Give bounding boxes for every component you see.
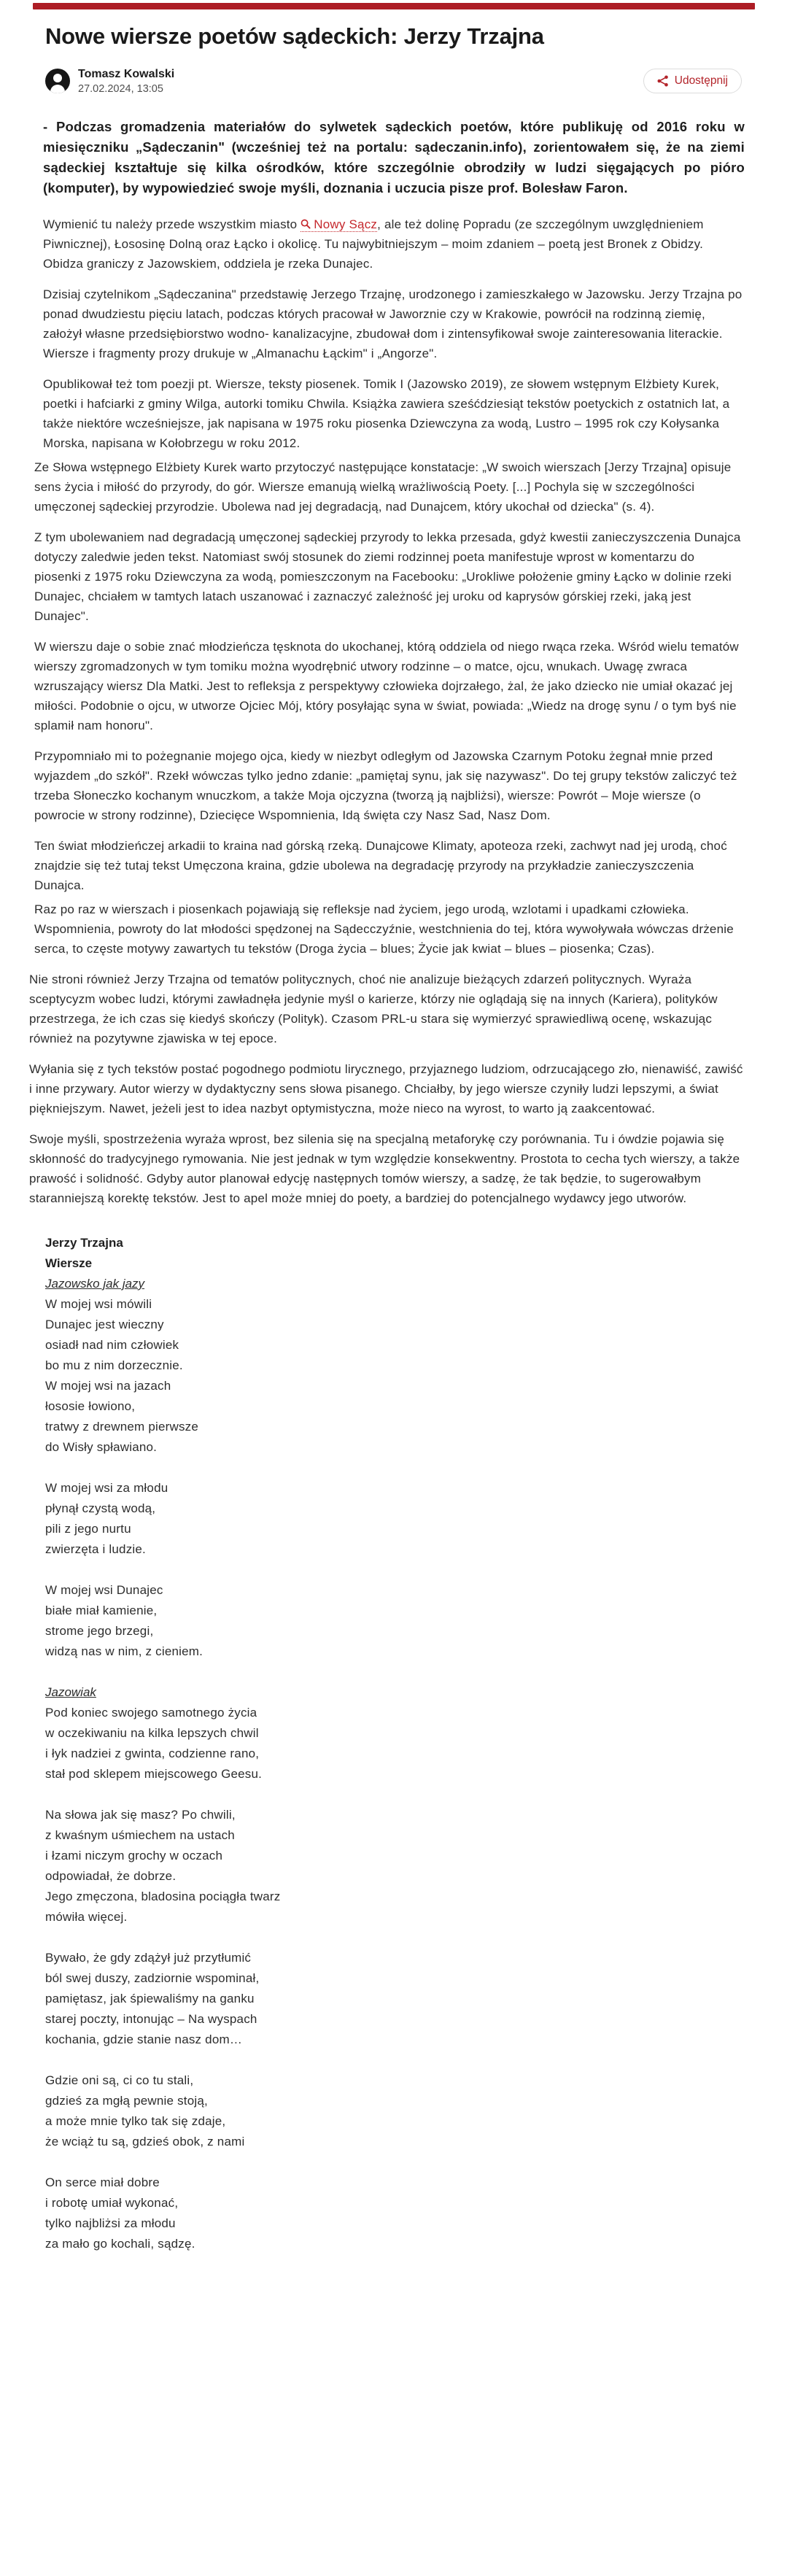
poem-line: ból swej duszy, zadziornie wspominał, (45, 1970, 260, 1985)
paragraph: Wymienić tu należy przede wszystkim miasto Nowy Sącz, ale też dolinę Popradu (ze szczególnym uwzględnieniem Piwnicznej), Łososinę Dolną oraz Łącko i okolicę. Tu najwybitniejszym – moim zdaniem – poetą jest Bronek z Obidzy. Obidza graniczy z Jazowskiem, oddziela je rzeka Dunajec. (43, 217, 704, 271)
poem-line: On serce miał dobre (45, 2175, 160, 2189)
paragraph: Nie stroni również Jerzy Trzajna od tematów politycznych, choć nie analizuje bieżących zdarzeń politycznych. Wyraża sceptycyzm wobec ludzi, którymi zawładnęła jedynie myśl o karierze, którzy nie oglądają się na innych (Kariera), polityków przestrzega, że ich czas się kiedyś skończy (Polityk). Czasom PRL-u stara się wymierzyć sprawiedliwą ocenę, wskazując również na pozytywne zjawiska w tej epoce. (29, 972, 718, 1045)
poem-author-line: Jerzy Trzajna (45, 1235, 123, 1250)
poem-line: że wciąż tu są, gdzieś obok, z nami (45, 2134, 245, 2148)
poem-line: w oczekiwaniu na kilka lepszych chwil (45, 1725, 259, 1740)
poem-line: płynął czystą wodą, (45, 1501, 156, 1515)
poem-line: odpowiadał, że dobrze. (45, 1868, 177, 1883)
paragraph: Przypomniało mi to pożegnanie mojego ojca, kiedy w niezbyt odległym od Jazowska Czarnym Potoku żegnał mnie przed wyjazdem „do szkół". Rzekł wówczas tylko jedno zdanie: „pamiętaj synu, jak się nazywasz". Do tej grupy tekstów zaliczyć też trzeba Słoneczko kochanym wnuczkom, a także Moja ojczyzna (tworzą ją najbliżsi), wiersze: Powrót – Moje wiersze (o powrocie w strony rodzinne), Dziecięce Wspomnienia, Idą święta czy Nasz Sad, Nasz Dom. (34, 749, 737, 822)
article-body (0, 117, 787, 1208)
poem-line: do Wisły spławiano. (45, 1439, 158, 1454)
poem-stanza (45, 1948, 745, 2050)
poem-stanza (45, 2070, 745, 2152)
paragraph: Ze Słowa wstępnego Elżbiety Kurek warto przytoczyć następujące konstatacje: „W swoich wierszach [Jerzy Trzajna] opisuje sens życia i miłość do przyrody, do gór. Wiersze emanują wielką wrażliwością Poety. [...] Pochyla się w szczególności umęczonej sądeckiej przyrodzie. Ubolewa nad jej degradacją, nad Dunajcem, który ukochał od dziecka" (s. 4). (34, 460, 732, 514)
poem-stanza (45, 1478, 745, 1560)
poem-stanza (45, 2173, 745, 2254)
poem-line: W mojej wsi Dunajec (45, 1582, 163, 1597)
poems-list (45, 1274, 745, 2254)
paragraph: Raz po raz w wierszach i piosenkach pojawiają się refleksje nad życiem, jego urodą, wzlotami i upadkami człowieka. Wspomnienia, powroty do lat młodości spędzonej na Sądecczyźnie, westchnienia do tej, która wywoływała wówczas drżenie serca, to częste motywy zawartych tu tekstów (Droga życia – blues; Życie jak kwiat – blues – piosenka; Czas). (34, 902, 734, 956)
poem-line: i robotę umiał wykonać, (45, 2195, 179, 2210)
poem-line: białe miał kamienie, (45, 1603, 158, 1617)
poem-line: widzą nas w nim, z cieniem. (45, 1644, 203, 1658)
poem-line: W mojej wsi na jazach (45, 1378, 171, 1393)
paragraph: Wyłania się z tych tekstów postać pogodnego podmiotu lirycznego, przyjaznego ludziom, odrzucającego zło, nienawiść, zawiść i inne przywary. Autor wierzy w dydaktyczny sens słowa pisanego. Chciałby, by jego wiersze czyniły ludzi lepszymi, a świat piękniejszym. Nawet, jeżeli jest to idea nazbyt optymistyczna, może nieco na wyrost, to warto ją zaakcentować. (29, 1061, 743, 1115)
poem-line: i łzami niczym grochy w oczach (45, 1848, 223, 1863)
poem-line: tratwy z drewnem pierwsze (45, 1419, 199, 1434)
poem-title: Jazowiak (45, 1685, 96, 1699)
publish-date: 27.02.2024, 13:05 (78, 82, 163, 95)
poem-line: W mojej wsi za młodu (45, 1480, 168, 1495)
poem-title: Jazowsko jak jazy (45, 1276, 145, 1291)
poem-collection-line: Wiersze (45, 1256, 93, 1270)
poem-line: bo mu z nim dorzecznie. (45, 1358, 183, 1372)
poem-line: pili z jego nurtu (45, 1521, 131, 1536)
poem-stanza (45, 1805, 745, 1927)
poem-line: starej poczty, intonując – Na wyspach (45, 2011, 257, 2026)
poem-line: gdzieś za mgłą pewnie stoją, (45, 2093, 208, 2108)
author-meta (78, 68, 174, 95)
share-button[interactable] (643, 69, 742, 93)
poem-line: Bywało, że gdy zdążył już przytłumić (45, 1950, 252, 1965)
paragraph: Ten świat młodzieńczej arkadii to kraina nad górską rzeką. Dunajcowe Klimaty, apoteoza rzeki, zachwyt nad jej urodą, choć znajdzie się też tutaj tekst Umęczona kraina, gdzie ubolewa na degradację przyrody na przykładzie zanieczyszczenia Dunajca. (34, 838, 727, 892)
poem-line: Dunajec jest wieczny (45, 1317, 164, 1331)
poem-line: pamiętasz, jak śpiewaliśmy na ganku (45, 1991, 255, 2006)
poem-line: z kwaśnym uśmiechem na ustach (45, 1827, 235, 1842)
poem-line: osiadł nad nim człowiek (45, 1337, 179, 1352)
poem-stanza (45, 1294, 745, 1458)
author-avatar-icon (45, 69, 70, 93)
paragraph: Z tym ubolewaniem nad degradacją umęczonej sądeckiej przyrody to lekka przesada, gdyż kwestii zanieczyszczenia Dunajca dotyczy zaledwie jeden tekst. Natomiast swój stosunek do ziemi rodzinnej poeta manifestuje wprost w komentarzu do piosenki z 1975 roku Dziewczyna za wodą, pomieszczonym na Facebooku: „Urokliwe położenie gminy Łącko w dolinie rzeki Dunajec, chciałem w tamtych latach uszanować i zaznaczyć zależność jej uroku od kaprysów górskiej rzeki, jaką jest Dunajec". (34, 530, 741, 623)
poem-line: a może mnie tylko tak się zdaje, (45, 2113, 226, 2128)
paragraph: Opublikował też tom poezji pt. Wiersze, teksty piosenek. Tomik I (Jazowsko 2019), ze słowem wstępnym Elżbiety Kurek, poetki i hafciarki z gminy Wilga, autorki tomiku Chwila. Książka zawiera sześćdziesiąt tekstów poetyckich z ostatnich lat, a także niektóre wcześniejsze, jak napisana w 1975 roku piosenka Dziewczyna za wodą, Lustro – 1995 rok czy Kołysanka Morska, napisana w Kołobrzegu w roku 2012. (43, 376, 730, 450)
search-icon (301, 219, 311, 229)
share-label: Udostępnij (674, 74, 728, 88)
poem-line: Jego zmęczona, bladosina pociągła twarz (45, 1889, 281, 1903)
poem-line: tylko najbliżsi za młodu (45, 2216, 176, 2230)
article-header (0, 21, 787, 95)
poem-line: i łyk nadziei z gwinta, codzienne rano, (45, 1746, 260, 1760)
author-name: Tomasz Kowalski (78, 67, 175, 80)
poem-line: łososie łowiono, (45, 1399, 136, 1413)
lead-paragraph: - Podczas gromadzenia materiałów do sylwetek sądeckich poetów, które publikuję od 2016 roku w miesięczniku „Sądeczanin" (wcześniej też na portalu: sądeczanin.info), zorientowałem się, że na ziemi sądeckiej kształtuje się kilka ośrodków, które szczególnie obrodziły w ludzi sięgających po pióro (komputer), by wypowiedzieć swoje myśli, doznania i uczucia pisze prof. Bolesław Faron. (43, 118, 745, 196)
poem-line: kochania, gdzie stanie nasz dom… (45, 2032, 243, 2046)
poem-line: Pod koniec swojego samotnego życia (45, 1705, 257, 1720)
poem-line: Na słowa jak się masz? Po chwili, (45, 1807, 236, 1822)
poem-line: Gdzie oni są, ci co tu stali, (45, 2073, 194, 2087)
paragraph: W wierszu daje o sobie znać młodzieńcza tęsknota do ukochanej, którą oddziela od niego rwąca rzeka. Wśród wielu tematów wierszy zgromadzonych w tym tomiku można wyodrębnić utwory rodzinne – o matce, ojcu, wnukach. Uwagę zwraca wzruszający wiersz Dla Matki. Jest to refleksja z perspektywy człowieka dojrzałego, żal, że jako dziecko nie umiał okazać jej miłości. Podobnie o ojcu, w utworze Ojciec Mój, który posyłając syna w świat, powiada: „Wiedz na drogę synu / o tym byś nie splamił nam honoru". (34, 639, 739, 732)
poem (45, 1274, 745, 1662)
poem-line: za mało go kochali, sądzę. (45, 2236, 195, 2251)
share-icon (657, 75, 669, 87)
author-block (45, 68, 174, 95)
poem (45, 1682, 745, 2254)
poem-line: W mojej wsi mówili (45, 1296, 152, 1311)
poem-line: mówiła więcej. (45, 1909, 128, 1924)
poem-line: stał pod sklepem miejscowego Geesu. (45, 1766, 263, 1781)
poem-line: strome jego brzegi, (45, 1623, 154, 1638)
paragraph: Dzisiaj czytelnikom „Sądeczanina" przedstawię Jerzego Trzajnę, urodzonego i zamieszkałego w Jazowsku. Jerzy Trzajna po ponad dwudziestu pięciu latach, podczas których pracował w Jaworznie czy w Krakowie, powrócił na rodzinną ziemię, założył własne przedsiębiorstwo wodno- kanalizacyjne, zbudował dom i zintensyfikował swoje zainteresowania literackie. Wiersze i fragmenty prozy drukuje w „Almanachu Łąckim" i „Angorze". (43, 287, 743, 360)
poem-line: zwierzęta i ludzie. (45, 1542, 146, 1556)
paragraph: Swoje myśli, spostrzeżenia wyraża wprost, bez silenia się na specjalną metaforykę czy porównania. Tu i ówdzie pojawia się skłonność do tradycyjnego rymowania. Nie jest jednak w tym względzie konsekwentny. Prostota to cecha tych wierszy, a także prawość i solidność. Gdyby autor planował edycję następnych tomów wierszy, a sadzę, że tak będzie, to sugerowałbym staranniejszą korektę tekstów. Jest to apel może mniej do poety, a bardziej do potencjalnego wydawcy jego utworów. (29, 1132, 740, 1205)
poem-section (0, 1233, 787, 2254)
poem-stanza (45, 1580, 745, 1662)
nowy-sacz-link[interactable]: Nowy Sącz (301, 217, 377, 232)
poem-stanza (45, 1703, 745, 1784)
top-red-bar (33, 3, 755, 9)
byline-row (45, 68, 742, 95)
page-title: Nowe wiersze poetów sądeckich: Jerzy Trzajna (45, 23, 544, 49)
